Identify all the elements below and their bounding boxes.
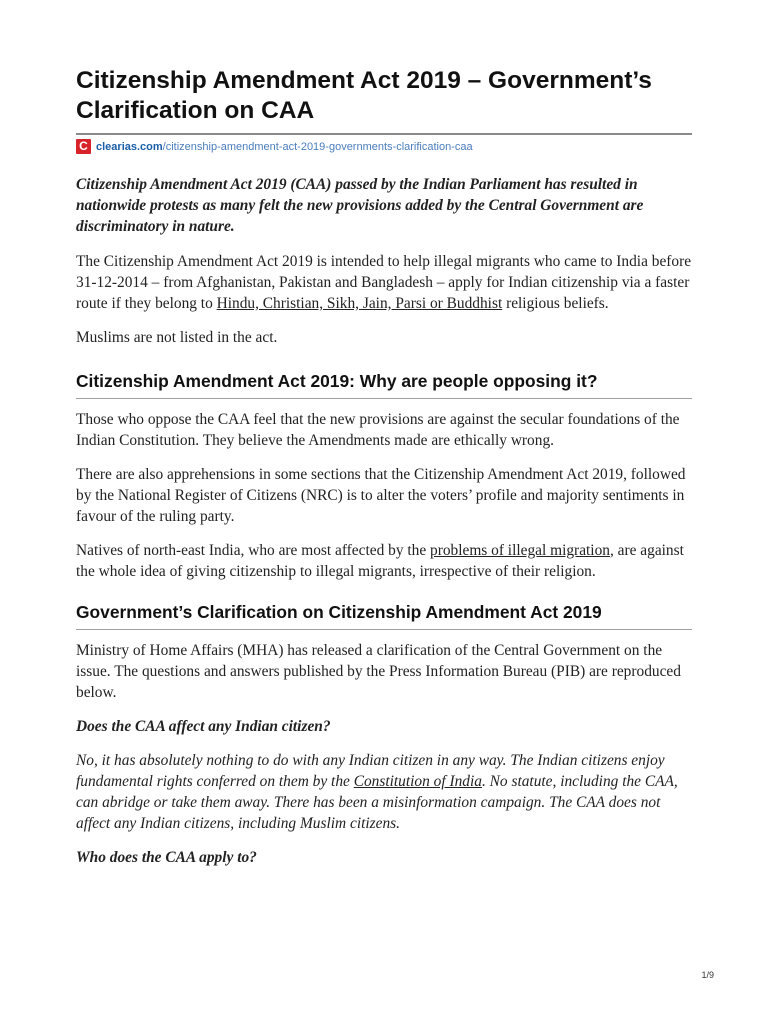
intro-text-before: The Citizenship Amendment Act 2019 is intended to help illegal migrants who came to India before 31-12-2014 – from Afghanistan, Pakistan and Bangladesh – apply for Indian citizenship via a faster route if they belong to (76, 253, 692, 312)
opposition-text-after: , are against the whole idea of giving citizenship to illegal migrants, irrespective of their religion. (76, 542, 684, 580)
intro-paragraph (76, 251, 692, 314)
source-path[interactable]: /citizenship-amendment-act-2019-governments-clarification-caa (162, 140, 473, 153)
opposition-paragraph-1: Those who oppose the CAA feel that the new provisions are against the secular foundations of the Indian Constitution. They believe the Amendments made are ethically wrong. (76, 411, 680, 449)
question-1: Does the CAA affect any Indian citizen? (76, 718, 331, 735)
answer-1-text-after: . No statute, including the CAA, can abridge or take them away. There has been a misinformation campaign. The CAA does not affect any Indian citizens, including Muslim citizens. (76, 773, 678, 832)
clearias-logo-icon: C (76, 139, 91, 154)
title-divider (76, 133, 692, 135)
section-heading-clarification: Government’s Clarification on Citizenship Amendment Act 2019 (76, 602, 602, 622)
document-page (76, 0, 692, 868)
clarification-paragraph: Ministry of Home Affairs (MHA) has released a clarification of the Central Government on the issue. The questions and answers published by the Press Information Bureau (PIB) are reproduced below. (76, 642, 681, 701)
opposition-paragraph-3 (76, 540, 692, 582)
opposition-text-before: Natives of north-east India, who are most affected by the (76, 542, 431, 559)
page-number: 1/9 (701, 970, 714, 980)
section-divider (76, 629, 692, 630)
intro-text-after: religious beliefs. (502, 295, 609, 312)
constitution-link[interactable]: Constitution of India (353, 773, 482, 790)
question-2: Who does the CAA apply to? (76, 849, 257, 866)
page-title: Citizenship Amendment Act 2019 – Government’s Clarification on CAA (76, 67, 652, 124)
source-domain[interactable]: clearias.com (96, 140, 163, 153)
illegal-migration-link[interactable]: problems of illegal migration (430, 542, 610, 559)
source-url-link[interactable] (96, 141, 473, 153)
answer-1-text-before: No, it has absolutely nothing to do with any Indian citizen in any way. The Indian citizens enjoy fundamental rights conferred on them by the (76, 752, 665, 790)
lead-paragraph: Citizenship Amendment Act 2019 (CAA) passed by the Indian Parliament has resulted in nationwide protests as many felt the new provisions added by the Central Government are discriminatory in nature. (76, 176, 644, 235)
section-heading-opposition: Citizenship Amendment Act 2019: Why are people opposing it? (76, 371, 598, 391)
muslims-note: Muslims are not listed in the act. (76, 329, 278, 346)
answer-1 (76, 750, 692, 834)
religions-link[interactable]: Hindu, Christian, Sikh, Jain, Parsi or Buddhist (216, 295, 503, 312)
source-line (76, 139, 692, 154)
section-divider (76, 398, 692, 399)
opposition-paragraph-2: There are also apprehensions in some sections that the Citizenship Amendment Act 2019, followed by the National Register of Citizens (NRC) is to alter the voters’ profile and majority sentiments in favour of the ruling party. (76, 466, 686, 525)
